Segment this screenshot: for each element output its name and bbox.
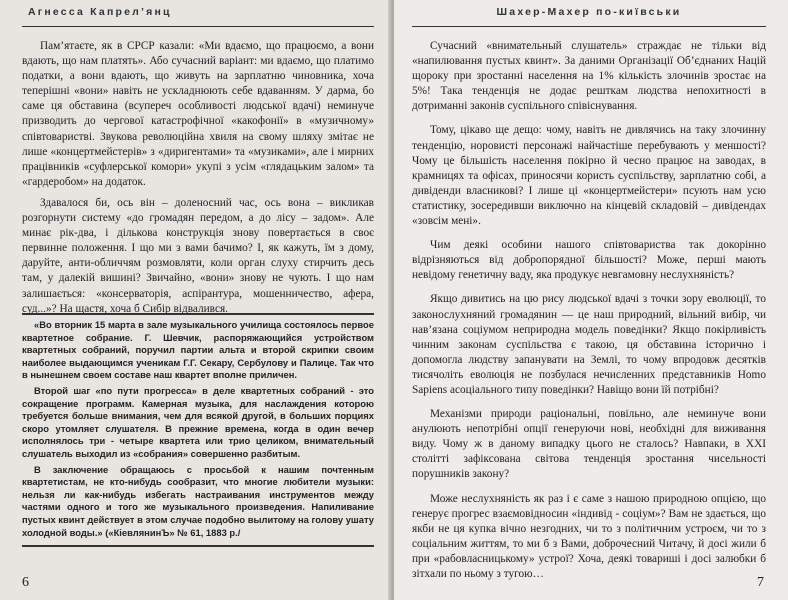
left-body-text [22, 39, 374, 317]
paragraph: Якщо дивитись на цю рису людської вдачі з точки зору еволюції, то законослухняний громадянин — це наш природний, вільний вибір, чи нав’язана соціумом неприродна модель поведінки? Якщо покірливість чинним законам суспільства є такою, ця обставина історично і допомогла людству запанувати на Землі, то чому впродовж десятків тисячоліть еволюція не позбулася нечисленних представників Homo Sapiens асоціального типу поведінки? Навіщо вони їй потрібні? [412, 293, 766, 396]
paragraph: Чим деякі особини нашого співтовариства так докорінно відрізняються від добропорядної більшості? Може, перші мають невідому генетичну ваду, яка продукує невгамовну неслухняність? [412, 239, 766, 282]
header-rule [412, 26, 766, 27]
paragraph: Може неслухняність як раз і є саме з нашою природною опцією, що генерує прогрес взаємовідносин «індивід - соціум»? Вам не здається, що якби не ця купка вічно незгодних, чи то з політичним устроєм, чи то з соціальним життям, то ми б з Вами, доброчесний Читачу, й досі жили б при «рабовласницькому» устрої? Хоча, деякі товариші і досі залюбки б зітхали по ньому з тугою… [412, 492, 766, 580]
paragraph: Тому, цікаво ще дещо: чому, навіть не дивлячись на таку злочинну тенденцію, норовисті персонажі найчастіше перебувають у меншості? Чому це більшість населення покірно й чесно працює на заводах, в крамницях та офісах, приносячи користь суспільству, зарплатню собі, а дивіденди власникові? І лише ці «концертмейстери» псують нам усю статистику, зосередивши виключно на кінцевій складовій – дивідендах «зовсім мені». [412, 124, 766, 228]
quote-paragraph: Второй шаг «по пути прогресса» в деле квартетных собраний - это сокращение программ. Камерная музыка, для наслаждения которою требуется больше внимания, чем для всякой другой, в больших порциях скоро утомляет слушателя. В прежние времена, когда в один вечер исполнялось три - четыре квартета или трио целиком, внимательный слушатель выходил из «собрания» совершенно разбитым. [22, 384, 374, 459]
quote-paragraph: В заключение обращаюсь с просьбой к нашим почтенным квартетистам, не кто-нибудь сообразит, что многие любители музыки: нельзя ли как-нибудь избегать настраивания инструментов между частями одного и того же музыкального произведения. Напиливание пустых квинт действует в этом случае подобно вылитому на голову ушату холодной воды.» («КіевлянинЪ» № 61, 1883 р./ [22, 463, 374, 538]
running-header-title: Шахер-Махер по-київськи [496, 6, 682, 18]
right-body-text [412, 39, 766, 582]
page-number: 7 [757, 575, 764, 590]
paragraph: Сучасний «внимательный слушатель» страждає не тільки від «напилювання пустых квинт». За даними Організації Об’єднаних Націй щороку при зростанні населення на 1% кількість злочинів зростає на 5%! Така тенденція не додає решткам людства непохитності в дотриманні законів суспільного співіснування. [412, 40, 766, 113]
paragraph: Пам’ятаєте, як в СРСР казали: «Ми вдаємо, що працюємо, а вони вдають, що нам платять». Або сучасний варіант: ми вдаємо, що платимо податки, а вони вдають, що живуть на зарплатню чиновника, хоча теперішні «вони» навіть не ускладнюють себе вдаванням. У дарма, бо саме ця обставина (всупереч особливості людської вдачі) неминуче призводить до чергової катастрофічної «какофонії» в «музичному» співтоваристві. Звукова революційна хвиля на свому шляху змітає не лише «концертмейстерів» з «диригентами» та «музиками», але і мирних працівників «суфлерської комори» укупі з усім «глядацьким залом» та «гардеробом» на додаток. [22, 40, 374, 188]
quote-paragraph: «Во вторник 15 марта в зале музыкального училища состоялось первое квартетное собрание. Г. Шевчик, распоряжающийся устройством квартетных собраний, поручил партии альта и второй скрипки своим наиболее выдающимся ученикам Г.Г. Секару, Сербулову и Палице. Так что в нынешнем своем составе наш квартет вполне приличен. [22, 319, 374, 381]
historical-quote-box [22, 313, 374, 547]
right-page [394, 0, 788, 600]
header-rule [22, 26, 374, 27]
left-page [0, 0, 392, 600]
paragraph: Механізми природи раціональні, повільно, але неминуче вони анулюють непотрібні опції генеруючи нові, необхідні для виживання виду. Чому ж в даному випадку цього не сталось? Навпаки, в XXI столітті зафіксована світова тенденція зростання чисельності порушників закону? [412, 408, 766, 481]
page-number: 6 [22, 575, 29, 590]
running-header-author: Агнесса Капрел’янц [28, 6, 172, 18]
paragraph: Здавалося би, ось він – доленосний час, ось вона – викликав розгорнути систему «до громадян передом, а до лісу – задом». Але минає рік-два, і дількова конструкція знову повертається в своє первинне положення. І що ми з вами бачимо? І, як кажуть, їм з дому, даруйте, анти-обличчям розмовляти, коли орган слуху стирчить десь там, у далекій вишині? Звичайно, «вони» знову не чують. І що нам залишається: «консерваторія, аспірантура, мошенничество, афера, суд...»? На щастя, хоча б Сибір відвалився. [22, 196, 374, 315]
